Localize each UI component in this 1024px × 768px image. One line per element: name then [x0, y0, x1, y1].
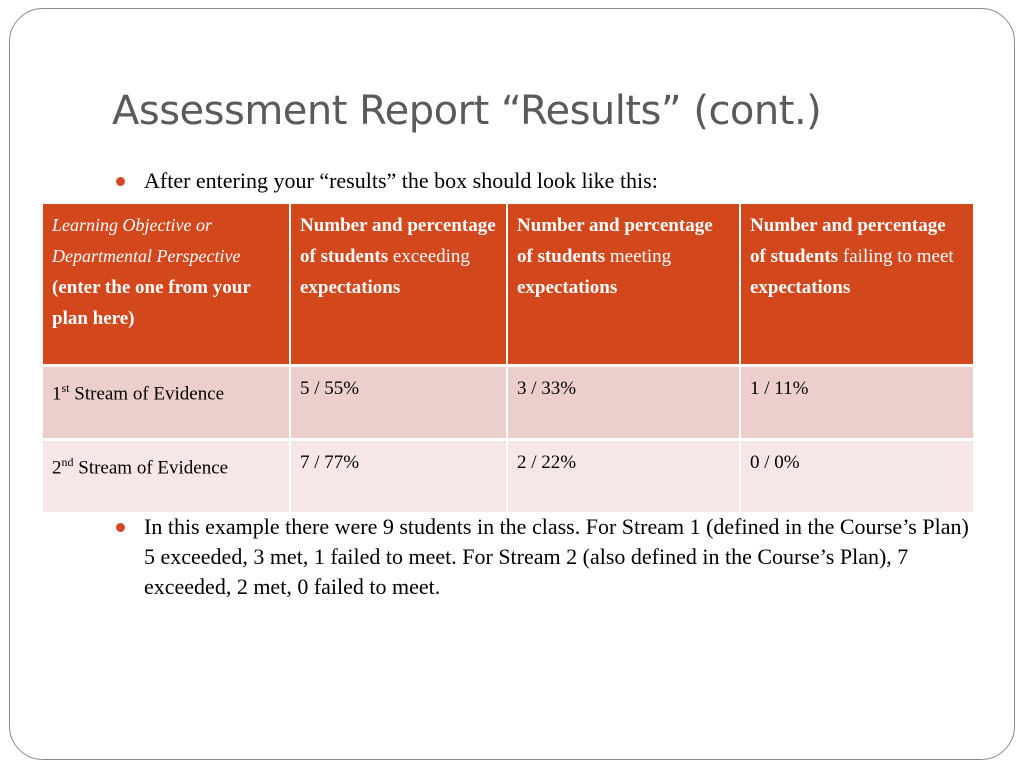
header-failing [740, 204, 973, 366]
cell-meeting: 2 / 22% [507, 440, 740, 513]
row-ordinal: 2 [52, 457, 62, 479]
bullet-dot-icon [116, 177, 125, 186]
bullet-intro [144, 166, 658, 196]
header-suffix: expectations [517, 277, 618, 298]
header-objective-bold: (enter the one from your plan here) [52, 277, 251, 329]
bullet-example [144, 512, 974, 602]
row-label [43, 366, 290, 440]
table-row [43, 366, 973, 440]
header-meeting-word: meeting [609, 246, 672, 267]
cell-failing: 0 / 0% [740, 440, 973, 513]
results-table [43, 204, 973, 512]
row-ordinal-suffix: st [61, 381, 70, 395]
header-exceeding [290, 204, 507, 366]
header-suffix: expectations [750, 277, 851, 298]
bullet-intro-text: After entering your “results” the box should look like this: [144, 168, 658, 193]
slide-title: Assessment Report “Results” (cont.) [112, 88, 822, 134]
header-prefix: Number and percentage of students [300, 215, 496, 267]
row-label-text: Stream of Evidence [74, 383, 225, 405]
row-label [43, 440, 290, 513]
header-objective-italic: Learning Objective or Departmental Perspective [52, 215, 241, 266]
header-prefix: Number and percentage of students [750, 215, 946, 267]
cell-exceeding: 5 / 55% [290, 366, 507, 440]
cell-meeting: 3 / 33% [507, 366, 740, 440]
header-exceeding-word: exceeding [392, 246, 470, 267]
row-ordinal-suffix: nd [61, 455, 74, 469]
header-objective [43, 204, 290, 366]
header-failing-word: failing to meet [842, 246, 954, 267]
table-header-row [43, 204, 973, 366]
table-row [43, 440, 973, 513]
cell-failing: 1 / 11% [740, 366, 973, 440]
cell-exceeding: 7 / 77% [290, 440, 507, 513]
row-ordinal: 1 [52, 383, 62, 405]
bullet-dot-icon [116, 523, 125, 532]
header-meeting [507, 204, 740, 366]
row-label-text: Stream of Evidence [78, 457, 229, 479]
bullet-example-text: In this example there were 9 students in the class. For Stream 1 (defined in the Course’s Plan) 5 exceeded, 3 met, 1 failed to meet. For Stream 2 (also defined in the Course’s Plan), 7 exceeded, 2 met, 0 failed to meet. [144, 514, 969, 599]
header-prefix: Number and percentage of students [517, 215, 713, 267]
header-suffix: expectations [300, 277, 401, 298]
